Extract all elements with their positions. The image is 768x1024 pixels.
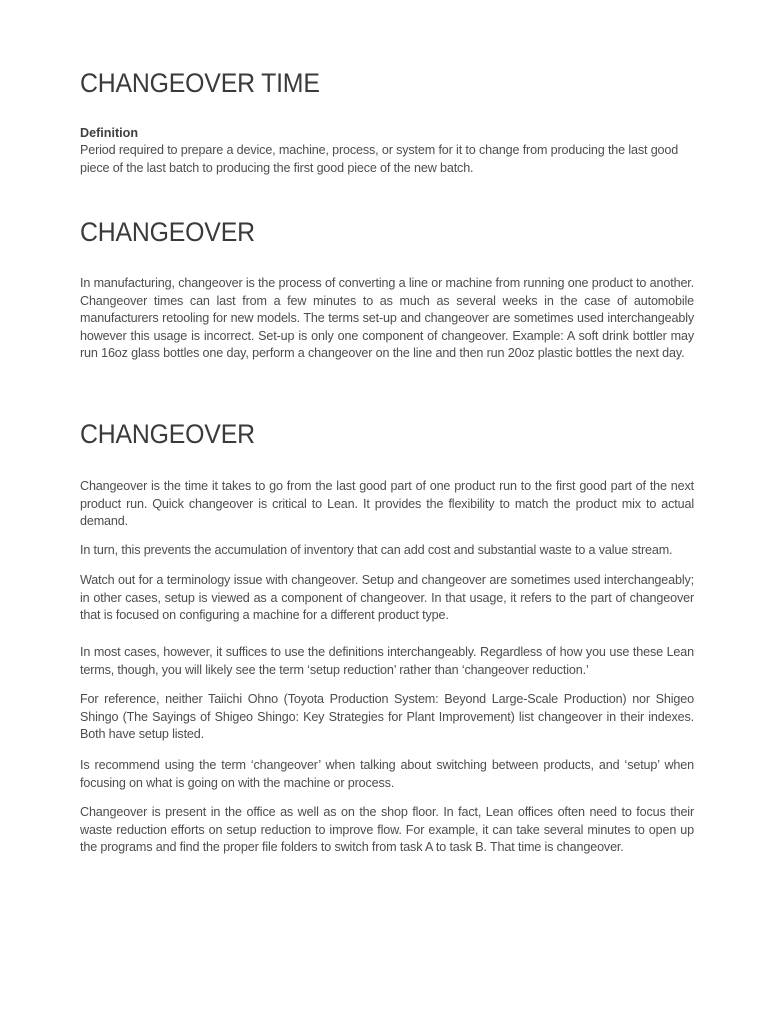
definition-text: Period required to prepare a device, machine, process, or system for it to change from producing the last good piece of the last batch to producing the first good piece of the new batch. [80, 143, 679, 175]
lean-paragraph-6: Is recommend using the term ‘changeover’ when talking about switching between products, and ‘setup’ when focusing on what is going on with the machine or process. [80, 758, 694, 790]
section-heading-changeover-time: CHANGEOVER TIME [80, 68, 320, 98]
section-heading-changeover-manufacturing: CHANGEOVER [80, 217, 255, 247]
definition-label: Definition [80, 126, 139, 140]
lean-paragraph-3: Watch out for a terminology issue with changeover. Setup and changeover are sometimes used interchangeably; in other cases, setup is viewed as a component of changeover. In that usage, it refers to the part of changeover that is focused on configuring a machine for a different product type. [80, 573, 694, 622]
lean-paragraph-7: Changeover is present in the office as well as on the shop floor. In fact, Lean offices often need to focus their waste reduction efforts on setup reduction to improve flow. For example, it can take several minutes to open up the programs and find the proper file folders to switch from task A to task B. That time is changeover. [80, 805, 694, 854]
manufacturing-paragraph: In manufacturing, changeover is the process of converting a line or machine from running one product to another. Changeover times can last from a few minutes to as much as several weeks in the case of automobile manufacturers retooling for new models. The terms set-up and changeover are sometimes used interchangeably however this usage is incorrect. Set-up is only one component of changeover. Example: A soft drink bottler may run 16oz glass bottles one day, perform a changeover on the line and then run 20oz plastic bottles the next day. [80, 276, 694, 360]
lean-paragraph-1: Changeover is the time it takes to go from the last good part of one product run to the first good part of the next product run. Quick changeover is critical to Lean. It provides the flexibility to match the product mix to actual demand. [80, 479, 694, 528]
lean-paragraph-2: In turn, this prevents the accumulation of inventory that can add cost and substantial waste to a value stream. [80, 543, 673, 557]
section-heading-changeover-lean: CHANGEOVER [80, 419, 255, 449]
lean-paragraph-5: For reference, neither Taiichi Ohno (Toyota Production System: Beyond Large-Scale Production) nor Shigeo Shingo (The Sayings of Shigeo Shingo: Key Strategies for Plant Improvement) list changeover in their indexes. Both have setup listed. [80, 692, 694, 741]
lean-paragraph-4: In most cases, however, it suffices to use the definitions interchangeably. Regardless of how you use these Lean terms, though, you will likely see the term ‘setup reduction’ rather than ‘changeover reduction.’ [80, 645, 694, 677]
